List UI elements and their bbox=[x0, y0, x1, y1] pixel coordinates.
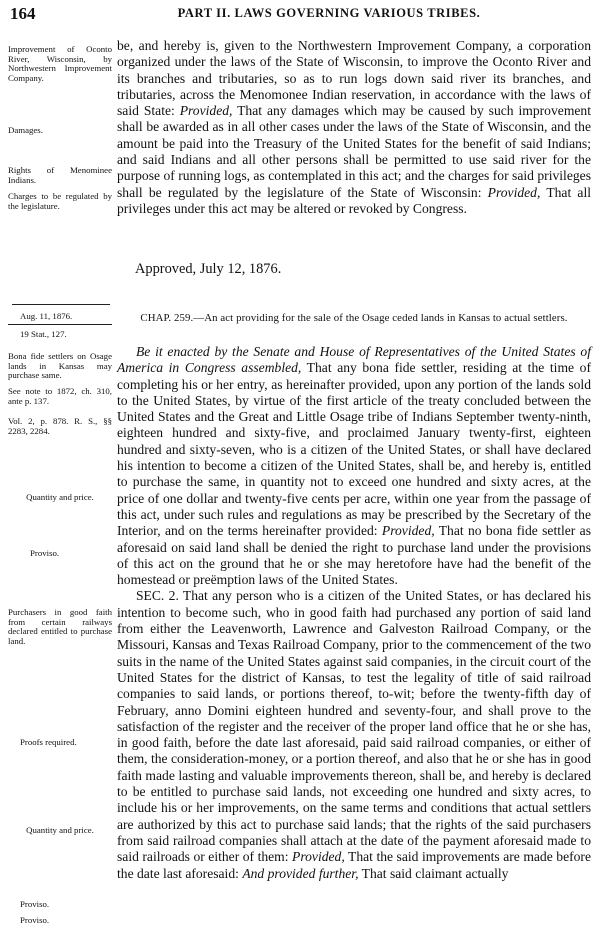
section-two-part-e: That said claimant actually bbox=[358, 865, 509, 881]
running-head: PART II. LAWS GOVERNING VARIOUS TRIBES. bbox=[177, 6, 481, 20]
section-two-part-c: That any person who is a citizen of the United States, or has declared his intention to become such, who in good faith had purchased any portion of said land from either the Leavenworth, Lawrence and Galveston Railroad Company, or the Missouri, Kansas and Texas Railroad Company, prior to the commencement of the two suits in the name of the United States against said companies, in the circuit court of the United States for the district of Kansas, to test the legality of title of said railroad companies to said lands, or portions thereof, to-wit; before the twenty-fifth day of February, anno Domini eighteen hundred and seventy-four, and shall prove to the satisfaction of the register and the receiver of the proper land office that he or she has, in good faith, before the date last aforesaid, paid said railroad companies, or either of them, the consideration-money, or a portion thereof, and also that he or she has in good faith made lasting and valuable improvements thereon, shall be, and hereby is declared to be entitled to purchase said lands, not exceeding one hundred and sixty acres, to include his or her improvements, on the same terms and conditions that actual settlers are authorized by this act to purchase said lands; that the rights of the said purchasers from said railroad companies shall attach at the date of the payment aforesaid made to said railroads or either of them: bbox=[117, 588, 592, 865]
sidenote-vol: Vol. 2, p. 878. R. S., §§ 2283, 2284. bbox=[8, 416, 112, 436]
page-number: 164 bbox=[10, 4, 36, 23]
sidenote-date: Aug. 11, 1876. bbox=[20, 311, 73, 321]
sidenote-stat: 19 Stat., 127. bbox=[20, 329, 67, 339]
sec-2-label: SEC. 2. bbox=[136, 588, 179, 604]
sidenote-charges: Charges to be regulated by the legislature. bbox=[8, 191, 112, 211]
sidenote-proviso-3: Proviso. bbox=[20, 915, 50, 925]
provided-further: And provided further, bbox=[242, 865, 359, 881]
sidenote-rule bbox=[8, 324, 112, 325]
provided-3: Provided, bbox=[381, 523, 435, 539]
section-one-text bbox=[117, 38, 591, 217]
sidenote-oconto: Improvement of Oconto River, Wisconsin, by Northwestern Improvement Company. bbox=[8, 44, 112, 83]
section-one-part-b: That any damages which may be caused by such improvement shall be awarded as in all other cases under the laws of the State of Wisconsin, and the amount be paid into the Treasury of the United States for the benefit of said Indians; and said Indians and all other persons shall be permitted to use said river for the purpose of running logs, as contemplated in this act; and the charges for said privileges shall be regulated by the legislature of the State of Wisconsin: bbox=[117, 103, 591, 200]
chapter-259-text bbox=[117, 344, 591, 882]
sidenote-quantity-1: Quantity and price. bbox=[26, 492, 94, 502]
approved-line: Approved, July 12, 1876. bbox=[135, 261, 282, 277]
section-one-part-c: That all privileges under this act may be altered or revoked by Congress. bbox=[117, 184, 591, 216]
sidenote-proviso-2: Proviso. bbox=[20, 899, 50, 909]
section-one-part-a: be, and hereby is, given to the Northwestern Improvement Company, a corporation organized under the laws of the State of Wisconsin, to improve the Oconto River and its branches and tributaries, so as to run logs down said river its branches, and tributaries, across the Menomonee Indian reservation, in accordance with the laws of said State: bbox=[117, 38, 591, 119]
section-two-part-b: That no bona fide settler as aforesaid on said land shall be denied the right to purchase land under the provisions of this act on the ground that he or she may heretofore have had the benefit of the homestead or preëmption laws of the United States. bbox=[117, 523, 591, 588]
provided-4: Provided, bbox=[292, 849, 345, 865]
section-two-part-a: That any bona fide settler, residing at the time of completing his or her entry, as hereinafter provided, upon any portion of the lands sold to the United States, by virtue of the first article of the treaty concluded between the United States and the Great and Little Osage tribe of Indians September twenty-ninth, eighteen hundred and sixty-five, and proclaimed January twenty-first, eighteen hundred and sixty-seven, who is a citizen of the United States, or shall have declared his intention to become a citizen of the United States, shall be, and hereby is, entitled to purchase the same, in quantity not to exceed one hundred and sixty acres, at the price of one dollar and twenty-five cents per acre, within one year from the passage of this act, under such rules and regulations as may be prescribed by the Secretary of the Interior, and on the terms hereinafter provided: bbox=[117, 360, 591, 539]
sidenote-purchasers: Purchasers in good faith from certain railways declared entitled to purchase land. bbox=[8, 607, 112, 646]
page-header bbox=[10, 4, 588, 26]
section-two-part-d: That the said improvements are made before the date last aforesaid: bbox=[117, 849, 591, 881]
sidenote-proviso-1: Proviso. bbox=[30, 548, 60, 558]
sidenote-top-rule bbox=[12, 304, 110, 305]
sidenote-see-note: See note to 1872, ch. 310, ante p. 137. bbox=[8, 386, 112, 406]
chapter-heading: CHAP. 259.—An act providing for the sale of the Osage ceded lands in Kansas to actual settlers. bbox=[140, 312, 568, 324]
provided-1: Provided, bbox=[179, 103, 233, 119]
sidenote-rights: Rights of Menominee Indians. bbox=[8, 165, 112, 185]
sidenote-proofs: Proofs required. bbox=[20, 737, 77, 747]
sidenote-damages: Damages. bbox=[8, 125, 43, 135]
provided-2: Provided, bbox=[487, 184, 541, 200]
sidenote-quantity-2: Quantity and price. bbox=[26, 825, 94, 835]
sidenote-bona-fide: Bona fide settlers on Osage lands in Kansas may purchase same. bbox=[8, 351, 112, 381]
enacting-clause: Be it enacted by the Senate and House of Representatives of the United States of America in Congress assembled, bbox=[117, 344, 591, 376]
